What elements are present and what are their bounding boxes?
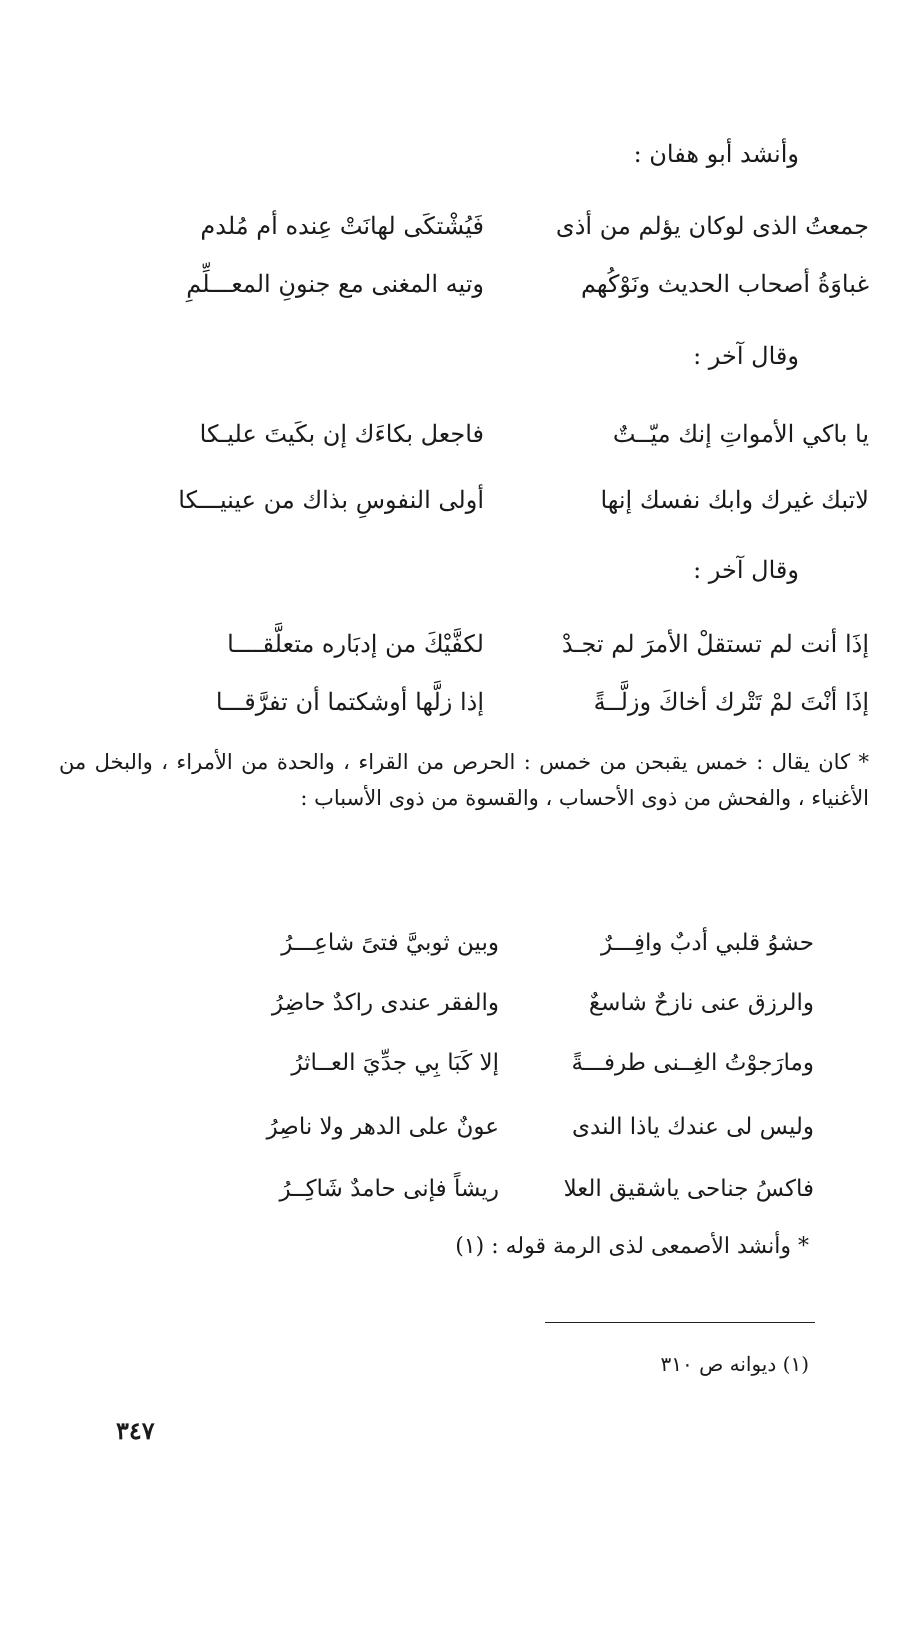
verse-line (49, 486, 869, 526)
first-hemistich: غباوَةُ أصحاب الحديث ونَوْكُهم (580, 270, 869, 298)
second-hemistich: إذا زلَّها أوشكتما أن تفرَّقـــا (215, 688, 484, 716)
first-hemistich: حشوُ قلبي أدبٌ وافِـــرٌ (601, 930, 814, 956)
footnote-divider (545, 1322, 815, 1323)
first-hemistich: والرزق عنى نازحٌ شاسعٌ (588, 990, 814, 1016)
verse-line (49, 212, 869, 252)
intro-another-poet: وقال آخر : (693, 342, 799, 370)
verse-line (49, 270, 869, 310)
second-hemistich: أولى النفوسِ بذاك من عينيـــكا (178, 486, 484, 514)
second-hemistich: فاجعل بكاءَك إن بكَيتَ عليـكا (199, 420, 484, 448)
verse-line (114, 1114, 814, 1154)
first-hemistich: ومارَجوْتُ الغِــنى طرفـــةً (571, 1050, 814, 1076)
verse-line (49, 420, 869, 460)
first-hemistich: وليس لى عندك ياذا الندى (572, 1114, 814, 1140)
second-hemistich: وبين ثوبيَّ فتىً شاعِـــرُ (281, 930, 499, 956)
page-number: ٣٤٧ (116, 1416, 155, 1445)
second-hemistich: عونٌ على الدهر ولا ناصِرُ (266, 1114, 499, 1140)
second-hemistich: والفقر عندى راكدٌ حاضِرُ (271, 990, 499, 1016)
first-hemistich: لاتبك غيرك وابك نفسك إنها (600, 486, 869, 514)
second-hemistich: ريشاً فإنى حامدٌ شَاكِــرُ (279, 1176, 499, 1202)
first-hemistich: إذَا أنْتَ لمْ تَتْرك أخاكَ وزلَّــةً (593, 688, 869, 716)
verse-line (49, 688, 869, 728)
intro-another-poet: وقال آخر : (693, 556, 799, 584)
intro-abu-haffan: وأنشد أبو هفان : (633, 140, 799, 168)
verse-line (114, 930, 814, 970)
footnote: (١) ديوانه ص ٣١٠ (660, 1352, 809, 1376)
verse-line (114, 1050, 814, 1090)
intro-asmai: * وأنشد الأصمعى لذى الرمة قوله : (١) (455, 1234, 809, 1259)
first-hemistich: فاكسُ جناحى ياشقيق العلا (563, 1176, 814, 1202)
verse-line (114, 1176, 814, 1216)
second-hemistich: فَيُشْتكَى لهانَتْ عِنده أم مُلدم (200, 212, 484, 240)
verse-line (49, 630, 869, 670)
second-hemistich: لكفَّيْكَ من إدبَاره متعلَّقــــا (227, 630, 484, 658)
prose-paragraph: * كان يقال : خمس يقبحن من خمس : الحرص من القراء ، والحدة من الأمراء ، والبخل من الأغنياء ، والفحش من ذوى الأحساب ، والقسوة من ذوى الأسباب : (59, 750, 869, 810)
first-hemistich: جمعتُ الذى لوكان يؤلم من أذى (555, 212, 869, 240)
first-hemistich: إذَا أنت لم تستقلْ الأمرَ لم تجـدْ (561, 630, 869, 658)
second-hemistich: وتيه المغنى مع جنونِ المعـــلِّمِ (186, 270, 484, 298)
second-hemistich: إلا كَبَا بِي جدِّيَ العــاثرُ (291, 1050, 499, 1076)
verse-line (114, 990, 814, 1030)
first-hemistich: يا باكي الأمواتِ إنك ميّــتٌ (612, 420, 869, 448)
